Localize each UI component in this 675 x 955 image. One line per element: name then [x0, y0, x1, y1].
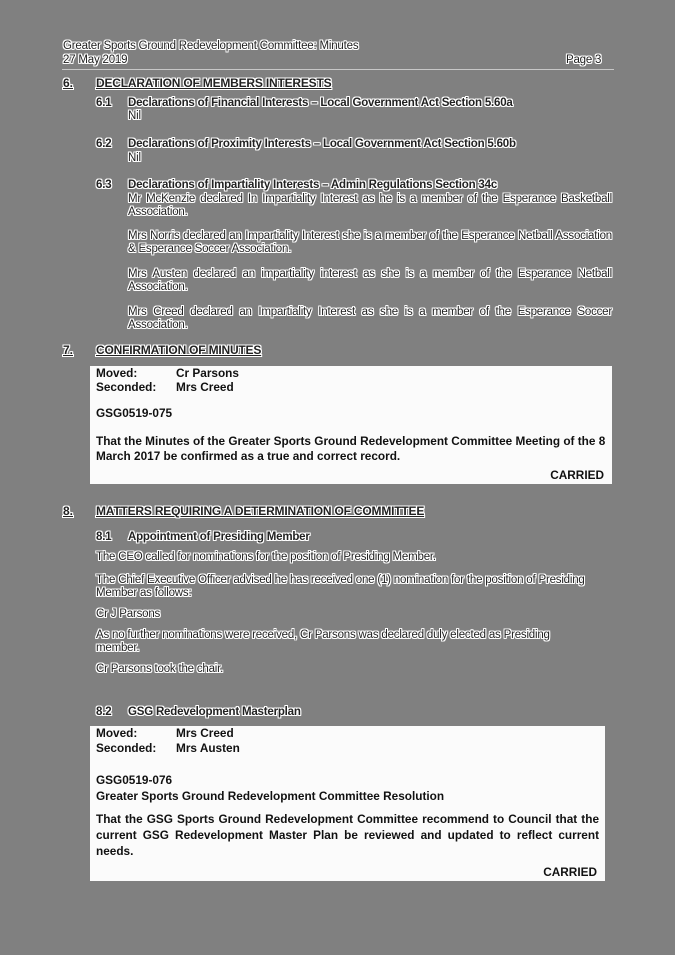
section-6-number: 6.	[63, 76, 74, 90]
resolution-text: That the GSG Sports Ground Redevelopment Committee recommend to Council that the current GSG Redevelopment Master Plan be reviewed and updated to reflect current needs.	[96, 812, 599, 858]
item-8-1-paragraph-4: As no further nominations were received, Cr Parsons was declared duly elected as Presiding member.	[96, 629, 550, 654]
moved-value: Cr Parsons	[176, 366, 239, 380]
item-6-1-body: Nil	[128, 110, 141, 122]
resolution-ref: GSG0519-075	[96, 406, 173, 420]
item-8-1-paragraph-1: The CEO called for nominations for the position of Presiding Member.	[96, 551, 436, 563]
meeting-date: 27 May 2019	[63, 54, 128, 66]
section-8-number: 8.	[63, 504, 74, 518]
page-number: Page 3	[566, 54, 602, 66]
resolution-ref: GSG0519-076	[96, 773, 173, 787]
resolution-box-075	[90, 366, 612, 484]
section-7-number: 7.	[63, 343, 74, 357]
item-8-2-number: 8.2	[96, 706, 112, 718]
resolution-box-076	[90, 726, 605, 881]
item-6-3-title: Declarations of Impartiality Interests – Admin Regulations Section 34c	[128, 179, 498, 191]
item-6-1-number: 6.1	[96, 97, 112, 109]
item-6-2-title: Declarations of Proximity Interests – Local Government Act Section 5.60b	[128, 138, 516, 150]
moved-label: Moved:	[96, 366, 138, 380]
moved-label: Moved:	[96, 726, 138, 740]
resolution-text: That the Minutes of the Greater Sports Ground Redevelopment Committee Meeting of the 8 March 2017 be confirmed as a true and correct record.	[96, 434, 606, 463]
seconded-label: Seconded:	[96, 741, 157, 755]
item-6-2-number: 6.2	[96, 138, 112, 150]
section-6-title: DECLARATION OF MEMBERS INTERESTS	[96, 76, 332, 90]
seconded-value: Mrs Creed	[176, 380, 234, 394]
moved-value: Mrs Creed	[176, 726, 234, 740]
seconded-value: Mrs Austen	[176, 741, 240, 755]
item-8-2-title: GSG Redevelopment Masterplan	[128, 706, 301, 718]
item-8-1-paragraph-5: Cr Parsons took the chair.	[96, 663, 224, 675]
item-8-1-number: 8.1	[96, 531, 112, 543]
resolution-subtitle: Greater Sports Ground Redevelopment Committee Resolution	[96, 789, 445, 803]
resolution-status: CARRIED	[543, 865, 597, 879]
document-title: Greater Sports Ground Redevelopment Committee: Minutes	[63, 40, 359, 52]
item-8-1-paragraph-2: The Chief Executive Officer advised he has received one (1) nomination for the position of Presiding Member as follows:	[96, 574, 585, 599]
item-8-1-paragraph-3: Cr J Parsons	[96, 608, 161, 620]
item-6-2-body: Nil	[128, 152, 141, 164]
section-7-title: CONFIRMATION OF MINUTES	[96, 343, 262, 357]
item-6-1-title: Declarations of Financial Interests – Local Government Act Section 5.60a	[128, 97, 513, 109]
item-6-3-paragraph-2: Mrs Norris declared an Impartiality Interest she is a member of the Esperance Netball Association & Esperance Soccer Association.	[128, 230, 612, 255]
item-6-3-paragraph-4: Mrs Creed declared an Impartiality Interest as she is a member of the Esperance Soccer Association.	[128, 306, 612, 331]
header-divider	[62, 69, 614, 70]
item-8-1-title: Appointment of Presiding Member	[128, 531, 310, 543]
item-6-3-paragraph-1: Mr McKenzie declared In Impartiality Interest as he is a member of the Esperance Basketball Association.	[128, 193, 612, 218]
section-8-title: MATTERS REQUIRING A DETERMINATION OF COMMITTEE	[96, 504, 425, 518]
seconded-label: Seconded:	[96, 380, 157, 394]
resolution-status: CARRIED	[550, 468, 604, 482]
item-6-3-number: 6.3	[96, 179, 112, 191]
item-6-3-paragraph-3: Mrs Austen declared an impartiality interest as she is a member of the Esperance Netball Association.	[128, 268, 612, 293]
